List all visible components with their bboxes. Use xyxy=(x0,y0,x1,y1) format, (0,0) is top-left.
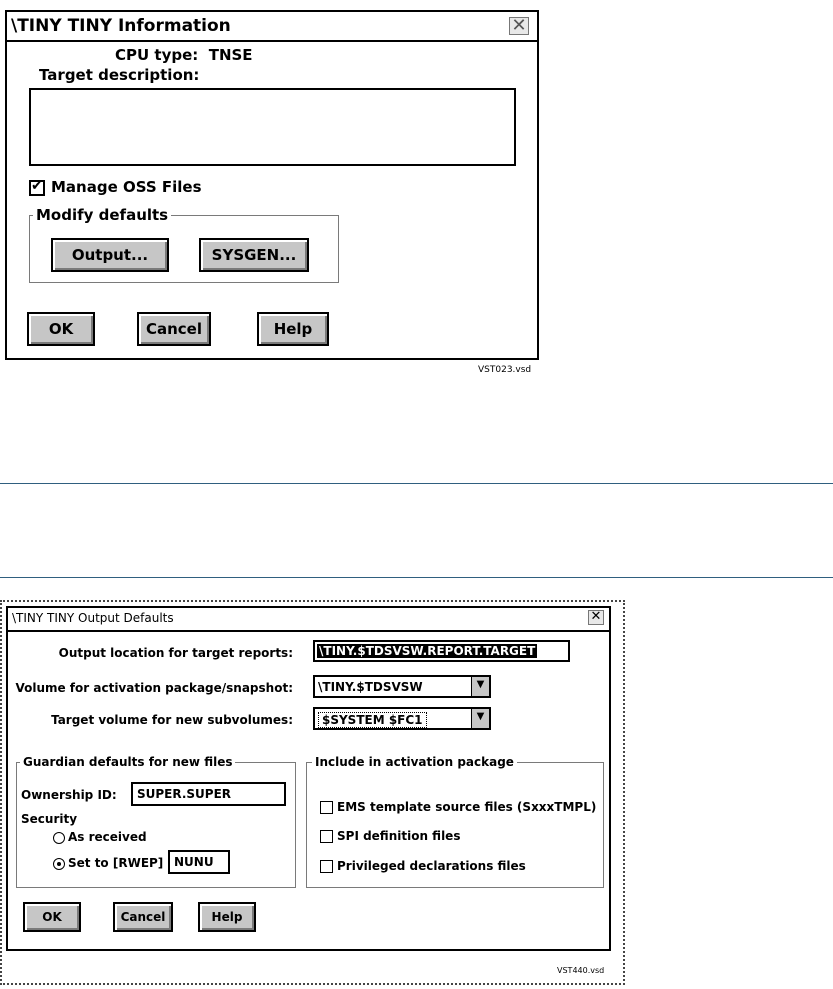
target-description-label: Target description: xyxy=(39,66,200,84)
dropdown-arrow-icon[interactable]: ▼ xyxy=(471,677,489,696)
manage-oss-checkbox[interactable] xyxy=(29,180,45,196)
cpu-type-value: TNSE xyxy=(208,46,253,64)
privileged-declarations-label: Privileged declarations files xyxy=(337,859,526,873)
divider-line xyxy=(0,577,833,578)
close-icon: ✕ xyxy=(511,15,527,36)
dropdown-arrow-icon[interactable]: ▼ xyxy=(471,709,489,728)
dialog-title: \TINY TINY Output Defaults xyxy=(12,611,174,625)
close-button[interactable] xyxy=(509,17,529,35)
close-button[interactable] xyxy=(588,610,604,625)
as-received-radio[interactable] xyxy=(53,832,65,844)
help-button[interactable]: Help xyxy=(198,902,256,932)
target-description-field[interactable] xyxy=(29,88,516,166)
cancel-button[interactable]: Cancel xyxy=(137,312,211,346)
volume-activation-label: Volume for activation package/snapshot: xyxy=(15,681,293,695)
cancel-button[interactable]: Cancel xyxy=(113,902,173,932)
spi-definition-checkbox[interactable] xyxy=(320,830,333,843)
output-location-field[interactable]: \TINY.$TDSVSW.REPORT.TARGET xyxy=(313,640,570,662)
cpu-type-label: CPU type: TNSE xyxy=(115,46,253,64)
manage-oss-label: Manage OSS Files xyxy=(51,178,202,196)
checkmark-icon: ✔ xyxy=(31,178,43,194)
as-received-label: As received xyxy=(68,830,147,844)
figure-frame xyxy=(0,600,625,985)
spi-definition-label: SPI definition files xyxy=(337,829,461,843)
dialog-title: \TINY TINY Information xyxy=(11,16,231,36)
include-activation-label: Include in activation package xyxy=(312,755,517,769)
modify-defaults-label: Modify defaults xyxy=(33,206,171,224)
title-bar xyxy=(8,608,609,632)
target-volume-label: Target volume for new subvolumes: xyxy=(51,713,293,727)
security-label: Security xyxy=(21,812,78,826)
output-button[interactable]: Output... xyxy=(51,238,169,272)
volume-activation-dropdown[interactable]: \TINY.$TDSVSW ▼ xyxy=(313,675,491,698)
security-value-field[interactable]: NUNU xyxy=(168,850,230,874)
ems-template-label: EMS template source files (SxxxTMPL) xyxy=(337,800,597,814)
ok-button[interactable]: OK xyxy=(23,902,81,932)
ownership-id-field[interactable]: SUPER.SUPER xyxy=(131,782,286,806)
output-location-label: Output location for target reports: xyxy=(58,646,293,660)
ok-button[interactable]: OK xyxy=(27,312,95,346)
ownership-id-label: Ownership ID: xyxy=(21,788,117,802)
output-defaults-dialog xyxy=(6,606,611,951)
ems-template-checkbox[interactable] xyxy=(320,801,333,814)
set-to-radio[interactable] xyxy=(53,858,65,870)
title-bar xyxy=(7,12,537,42)
divider-line xyxy=(0,483,833,484)
privileged-declarations-checkbox[interactable] xyxy=(320,860,333,873)
figure-caption: VST440.vsd xyxy=(557,966,605,975)
figure-caption: VST023.vsd xyxy=(478,365,532,375)
close-icon: ✕ xyxy=(590,609,602,624)
sysgen-button[interactable]: SYSGEN... xyxy=(199,238,309,272)
information-dialog xyxy=(5,10,539,360)
help-button[interactable]: Help xyxy=(257,312,329,346)
target-volume-dropdown[interactable]: $SYSTEM $FC1 ▼ xyxy=(313,707,491,730)
guardian-defaults-label: Guardian defaults for new files xyxy=(20,755,235,769)
set-to-label: Set to [RWEP] xyxy=(68,856,164,870)
